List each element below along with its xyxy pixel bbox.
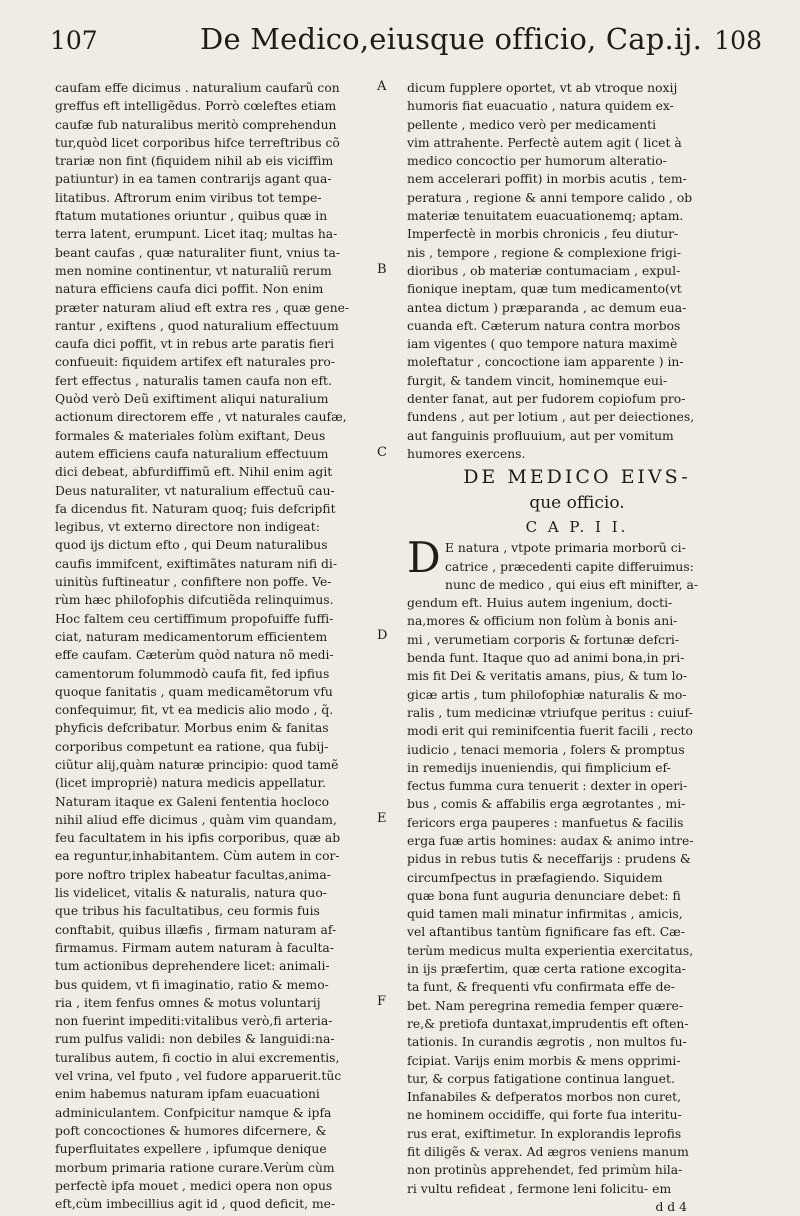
text-line: turalibus autem, fi coctio in alui excrementis, [55, 1050, 340, 1065]
text-line: dicum fupplere oportet, vt ab vtroque noxij [407, 81, 678, 95]
page-header [50, 22, 762, 72]
text-line: modi erit qui reminifcentia fuerit facili , recto [407, 724, 693, 739]
text-line: gendum eft. Huius autem ingenium, docti- [407, 596, 673, 611]
text-line: lis videlicet, vitalis & naturalis, natura quo- [55, 886, 327, 901]
text-line: re,& pretiofa duntaxat,imprudentis eft often- [407, 1016, 689, 1031]
text-line: patiuntur) in ea tamen contrarijs agant qua- [55, 172, 332, 187]
text-line: furgit, & tandem vincit, hominemque eui- [407, 373, 668, 388]
text-line: fert effectus , naturalis tamen caufa non eft. [55, 373, 332, 388]
text-line: autem efficiens caufa naturalium effectuum [55, 446, 329, 461]
text-line: caufa dici poffit, vt in rebus arte paratis fieri [55, 337, 335, 352]
chapter-number: C A P. I I. [525, 518, 629, 537]
page-number-right: 108 [714, 26, 762, 55]
text-line: Naturam itaque ex Galeni fententia hocloco [55, 794, 330, 809]
text-line: poft concoctiones & humores difcernere, & [55, 1123, 327, 1138]
text-line: mis fit Dei & veritatis amans, pius, & tum lo- [407, 669, 688, 684]
text-line: caufam effe dicimus . naturalium caufarũ con [55, 81, 340, 95]
right-column-continuation [407, 79, 747, 463]
text-line: (licet impropriè) natura medicis appellatur. [55, 776, 326, 791]
text-line: in remedijs inueniendis, qui fimplicium ef- [407, 760, 671, 775]
text-line: morbum primaria ratione curare.Verùm cùm [55, 1160, 335, 1175]
text-line: eft,cùm imbecillius agit id , quod deficit, me- [55, 1197, 336, 1212]
text-line: nem accelerari poffit) in morbis acutis , tem- [407, 172, 687, 187]
text-line: beant caufas , quæ naturaliter fiunt, vnius ta- [55, 245, 341, 260]
text-line: firmamus. Firmam autem naturam à faculta- [55, 940, 334, 955]
page-number-left: 107 [50, 26, 98, 55]
text-line: ri vultu refideat , fermone leni folicitu- em [407, 1181, 672, 1196]
margin-letter: E [377, 811, 387, 826]
margin-letter: B [377, 262, 387, 277]
text-line: caufis immifcent, exiftimãtes naturam nifi di- [55, 556, 338, 571]
drop-cap: D [407, 533, 441, 583]
text-line: materiæ tenuitatem euacuationemq; aptam. [407, 209, 684, 224]
text-line: aut fanguinis profluuium, aut per vomitum [407, 428, 674, 443]
text-line: terra latent, erumpunt. Licet itaq; multas ha- [55, 227, 338, 242]
text-line: conftabit, quibus illæfis , firmam naturam af- [55, 922, 337, 937]
text-line: quid tamen mali minatur infirmitas , amicis, [407, 907, 683, 922]
running-head: De Medico,eiusque officio, Cap.ij. [200, 22, 703, 56]
text-line: ftatum mutationes oriuntur , quibus quæ in [55, 209, 328, 224]
text-line: confequimur, fit, vt ea medicis alio modo , q̃. [55, 703, 334, 718]
text-line: ea reguntur,inhabitantem. Cùm autem in cor- [55, 849, 340, 864]
text-line: rus erat, exiftimetur. In explorandis leprofis [407, 1126, 682, 1141]
text-line: moleftatur , concoctione iam apparente ) in- [407, 355, 684, 370]
text-line: fectus fumma cura tenuerit : dexter in operi- [407, 779, 688, 794]
text-line: fundens , aut per lotium , aut per deiectiones, [407, 410, 695, 425]
text-line: erga fuæ artis homines: audax & animo intre- [407, 833, 694, 848]
text-line: pellente , medico verò per medicamenti [407, 117, 657, 132]
text-line: denter fanat, aut per fudorem copiofum pro- [407, 392, 686, 407]
chapter-body [407, 533, 747, 1198]
text-line: humoris fiat euacuatio , natura quidem ex- [407, 99, 674, 114]
text-line: pidus in rebus tutis & neceffarijs : prudens & [407, 852, 691, 867]
text-line: men nomine continentur, vt naturaliũ rerum [55, 263, 332, 278]
text-line: tur,quòd licet corporibus hifce terreftribus cõ [55, 135, 340, 150]
text-line: camentorum folummodò caufa fit, fed ipfius [55, 666, 330, 681]
text-line: Quòd verò Deũ exiftiment aliqui naturalium [55, 392, 329, 407]
text-line: na,mores & officium non folùm à bonis ani- [407, 614, 678, 629]
text-line: confueuit: fiquidem artifex eft naturales pro- [55, 355, 336, 370]
text-line: ciũtur alij,quàm naturæ principio: quod tamẽ [55, 757, 339, 772]
margin-letter: F [377, 994, 387, 1009]
text-line: vim attrahente. Perfectè autem agit ( licet à [407, 135, 682, 150]
text-line: quæ bona funt auguria denunciare debet: fi [407, 888, 681, 903]
text-line: dioribus , ob materiæ contumaciam , expul- [407, 263, 681, 278]
text-line: feu facultatem in his ipfis corporibus, quæ ab [55, 831, 341, 846]
right-column [407, 79, 747, 1216]
text-line: ria , item fenfus omnes & motus voluntarij [55, 995, 321, 1010]
text-line: fericors erga pauperes : manfuetus & facilis [407, 815, 684, 830]
text-line: E natura , vtpote primaria morborũ ci- [445, 541, 686, 556]
text-line: trariæ non fint (fiquidem nihil ab eis viciffim [55, 154, 334, 169]
text-line: in ijs præfertim, quæ certa ratione excogita- [407, 962, 686, 977]
text-line: quod ijs dictum efto , qui Deum naturalibus [55, 538, 328, 553]
text-line: peratura , regione & anni tempore calido , ob [407, 190, 693, 205]
text-line: rùm hæc philofophis difcutiẽda relinquimus. [55, 593, 334, 608]
text-line: phyficis defcribatur. Morbus enim & fanitas [55, 721, 329, 736]
text-line: catrice , præcedenti capite differuimus: [445, 559, 694, 574]
text-line: tur, & corpus fatigatione continua languet. [407, 1071, 675, 1086]
text-line: vel aftantibus tantùm fignificare fas eft. Cæ- [407, 925, 685, 940]
text-line: uinitùs fuftineatur , confiftere non poffe. Ve- [55, 575, 332, 590]
text-line: tum actionibus deprehendere licet: animali- [55, 959, 330, 974]
text-line: fionique ineptam, quæ tum medicamento(vt [407, 282, 682, 297]
text-line: formales & materiales folùm exiftant, Deus [55, 428, 326, 443]
text-line: gicæ artis , tum philofophiæ naturalis & mo- [407, 687, 687, 702]
text-line: humores exercens. [407, 446, 526, 461]
text-line: ne hominem occidiffe, qui forte fua interitu- [407, 1108, 682, 1123]
text-line: pore noftro triplex habeatur facultas,anima- [55, 867, 331, 882]
text-line: rantur , exiftens , quod naturalium effectuum [55, 318, 339, 333]
text-line: nihil aliud effe dicimus , quàm vim quandam, [55, 812, 337, 827]
text-line: enim habemus naturam ipfam euacuationi [55, 1087, 320, 1102]
margin-letter: C [377, 445, 387, 460]
text-line: fuperfluitates expellere , ipfumque denique [55, 1142, 327, 1157]
text-line: adminiculantem. Confpicitur namque & ipfa [55, 1105, 332, 1120]
text-line: terùm medicus multa experientia exercitatus, [407, 943, 694, 958]
text-line: ta funt, & frequenti vfu confirmata effe de- [407, 980, 675, 995]
text-line: benda funt. Itaque quo ad animi bona,in pri- [407, 651, 685, 666]
text-line: greffus eft intelligẽdus. Porrò cœleftes etiam [55, 99, 337, 114]
chapter-heading: DE MEDICO EIVS- [463, 466, 691, 489]
text-line: præter naturam aliud eft extra res , quæ gene- [55, 300, 350, 315]
text-line: bus quidem, vt fi imaginatio, ratio & memo- [55, 977, 329, 992]
margin-letter: D [377, 628, 388, 643]
text-line: effe caufam. Cæterùm quòd natura nõ medi- [55, 648, 334, 663]
margin-letter: A [377, 79, 387, 94]
text-line: Hoc faltem ceu certiffimum propofuiffe fuffi- [55, 611, 334, 626]
text-line: legibus, vt externo directore non indigeat: [55, 520, 320, 535]
text-line: ciat, naturam medicamentorum efficientem [55, 629, 328, 644]
text-line: fa dicendus fit. Naturam quoq; fuis defcripfit [55, 501, 336, 516]
text-line: medico concoctio per humorum alteratio- [407, 154, 667, 169]
left-column [55, 79, 395, 1213]
text-line: Imperfectè in morbis chronicis , feu diutur- [407, 227, 679, 242]
text-line: nunc de medico , qui eius eft minifter, a- [445, 577, 699, 592]
text-line: cuanda eft. Cæterum natura contra morbos [407, 318, 681, 333]
text-line: vel vrina, vel fputo , vel fudore apparuerit.tũc [55, 1069, 342, 1084]
text-line: iam vigentes ( quo tempore natura maximè [407, 337, 678, 352]
text-line: rum pulfus validi: non debiles & languidi:na- [55, 1032, 335, 1047]
text-line: nis , tempore , regione & complexione frigi- [407, 245, 682, 260]
text-line: circumfpectus in præfagiendo. Siquidem [407, 870, 663, 885]
text-line: Infanabiles & defperatos morbos non curet, [407, 1090, 682, 1105]
text-line: mi , verumetiam corporis & fortunæ defcri- [407, 632, 680, 647]
text-line: non protinùs apprehendet, fed primùm hila- [407, 1163, 683, 1178]
text-line: fcipiat. Varijs enim morbis & mens opprimi- [407, 1053, 681, 1068]
text-line: tationis. In curandis ægrotis , non multos fu- [407, 1035, 687, 1050]
text-line: litatibus. Aftrorum enim viribus tot tempe- [55, 190, 322, 205]
chapter-subheading: que officio. [529, 493, 625, 514]
text-line: caufæ fub naturalibus meritò comprehendun [55, 117, 337, 132]
text-line: fit diligẽs & verax. Ad ægros veniens manum [407, 1145, 689, 1160]
text-line: ralis , tum medicinæ vtriufque peritus : cuiuf- [407, 705, 693, 720]
text-line: natura efficiens caufa dici poffit. Non enim [55, 282, 324, 297]
text-line: corporibus competunt ea ratione, qua fubij- [55, 739, 329, 754]
text-line: bet. Nam peregrina remedia femper quære- [407, 998, 683, 1013]
text-line: perfectè ipfa mouet , medici opera non opus [55, 1178, 333, 1193]
text-line: dici debeat, abfurdiffimũ eft. Nihil enim agit [55, 465, 333, 480]
text-line: iudicio , tenaci memoria , folers & promptus [407, 742, 685, 757]
text-line: actionum directorem effe , vt naturales caufæ, [55, 410, 347, 425]
text-line: que tribus his facultatibus, ceu formis fuis [55, 904, 320, 919]
text-line: bus , comis & affabilis erga ægrotantes , mi- [407, 797, 686, 812]
text-line: antea dictum ) præparanda , ac demum eua- [407, 300, 687, 315]
signature-mark: d d 4 [655, 1199, 687, 1214]
text-line: non fuerint impediti:vitalibus verò,fi arteria- [55, 1014, 333, 1029]
text-line: Deus naturaliter, vt naturalium effectuũ cau- [55, 483, 335, 498]
text-line: quoque fanitatis , quam medicamẽtorum vfu [55, 684, 333, 699]
